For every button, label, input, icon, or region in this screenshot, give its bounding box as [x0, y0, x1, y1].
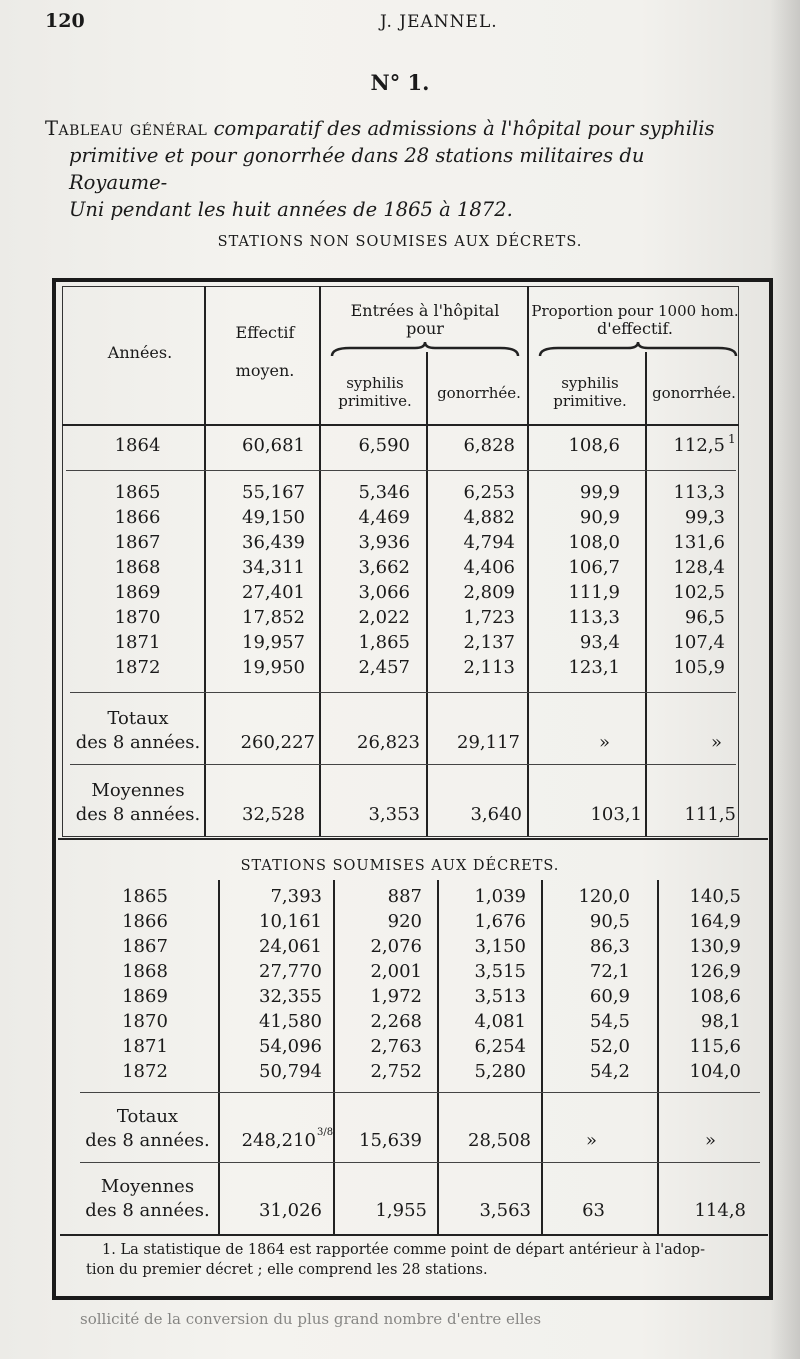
- prop-gonorrhee-cell: 115,6: [689, 1036, 741, 1057]
- gonorrhee-cell: 1,039: [474, 886, 526, 907]
- table-number: N° 1.: [370, 70, 430, 95]
- prop-syphilis-cell: 54,2: [589, 1061, 630, 1082]
- totaux-label-2: des 8 années.: [85, 1130, 210, 1151]
- effectif-cell: 34,311: [242, 557, 305, 578]
- section-heading-non-soumises: STATIONS NON SOUMISES AUX DÉCRETS.: [217, 234, 583, 250]
- syphilis-cell: 2,457: [358, 657, 410, 678]
- prop-syphilis-cell: 108,6: [568, 435, 620, 456]
- year-cell: 1867: [122, 936, 168, 957]
- page-number: 120: [45, 10, 85, 32]
- moyennes-prop-syphilis: 63: [582, 1200, 605, 1221]
- syphilis-cell: 6,590: [358, 435, 410, 456]
- totaux-gonorrhee: 29,117: [457, 732, 520, 753]
- totaux-effectif: 260,227: [240, 732, 315, 753]
- effectif-cell: 32,355: [259, 986, 322, 1007]
- hrule: [62, 424, 739, 426]
- effectif-cell: 60,681: [242, 435, 305, 456]
- gonorrhee-cell: 4,406: [463, 557, 515, 578]
- vline: [657, 880, 659, 1235]
- page-edge-shadow: [770, 0, 800, 1359]
- syphilis-cell: 2,268: [370, 1011, 422, 1032]
- year-cell: 1869: [122, 986, 168, 1007]
- gonorrhee-cell: 6,254: [474, 1036, 526, 1057]
- prop-gonorrhee-cell: 140,5: [689, 886, 741, 907]
- year-cell: 1870: [114, 607, 161, 628]
- prop-gonorrhee-cell: 108,6: [689, 986, 741, 1007]
- totaux-prop-syphilis: »: [585, 1130, 597, 1151]
- totaux-label: Totaux: [107, 708, 169, 729]
- brace-proportion: [538, 342, 738, 362]
- vline: [541, 880, 543, 1235]
- header-effectif-1: Effectif: [235, 323, 295, 342]
- prop-gonorrhee-cell: 126,9: [689, 961, 741, 982]
- year-cell: 1870: [122, 1011, 168, 1032]
- syphilis-cell: 4,469: [358, 507, 410, 528]
- title-line2: primitive et pour gonorrhée dans 28 stations militaires du Royaume-: [69, 144, 645, 194]
- year-cell: 1869: [114, 582, 161, 603]
- footnote-marker: 1: [728, 432, 736, 446]
- prop-gonorrhee-cell: 105,9: [673, 657, 725, 678]
- year-cell: 1867: [114, 532, 161, 553]
- running-header: [45, 10, 755, 40]
- header-syphilis-2: primitive.: [338, 392, 412, 410]
- prop-syphilis-cell: 54,5: [589, 1011, 630, 1032]
- syphilis-cell: 920: [387, 911, 422, 932]
- prop-gonorrhee-cell: 104,0: [689, 1061, 741, 1082]
- gonorrhee-cell: 1,676: [474, 911, 526, 932]
- gonorrhee-cell: 2,113: [463, 657, 515, 678]
- prop-syphilis-cell: 72,1: [589, 961, 630, 982]
- title-lead: Tableau général: [45, 117, 208, 140]
- prop-gonorrhee-cell: 96,5: [684, 607, 725, 628]
- vline: [527, 286, 529, 836]
- prop-gonorrhee-cell: 107,4: [673, 632, 725, 653]
- totaux-label-2: des 8 années.: [75, 732, 201, 753]
- year-cell: 1868: [122, 961, 168, 982]
- moyennes-label: Moyennes: [100, 1176, 195, 1197]
- totaux-prop-syphilis: »: [598, 732, 610, 753]
- header-effectif-2: moyen.: [235, 361, 295, 380]
- totaux-effectif-fraction: 3/8: [317, 1127, 334, 1138]
- year-cell: 1868: [114, 557, 161, 578]
- moyennes-effectif: 31,026: [259, 1200, 322, 1221]
- totaux-label: Totaux: [116, 1106, 179, 1127]
- prop-syphilis-cell: 111,9: [568, 582, 620, 603]
- effectif-cell: 7,393: [270, 886, 322, 907]
- author-name: J. JEANNEL.: [380, 12, 498, 32]
- totaux-syphilis: 15,639: [359, 1130, 422, 1151]
- header-syphilis-1: syphilis: [346, 374, 404, 392]
- prop-gonorrhee-cell: 164,9: [689, 911, 741, 932]
- moyennes-syphilis: 3,353: [368, 804, 420, 825]
- effectif-cell: 27,401: [242, 582, 305, 603]
- prop-syphilis-cell: 108,0: [568, 532, 620, 553]
- syphilis-cell: 5,346: [358, 482, 410, 503]
- year-cell: 1872: [114, 657, 161, 678]
- prop-syphilis-cell: 123,1: [568, 657, 620, 678]
- prop-gonorrhee-cell: 112,5: [673, 435, 725, 456]
- hrule: [66, 470, 736, 471]
- syphilis-cell: 887: [387, 886, 422, 907]
- vline: [437, 880, 439, 1235]
- effectif-cell: 24,061: [259, 936, 322, 957]
- gonorrhee-cell: 4,794: [463, 532, 515, 553]
- header-gonorrhee: gonorrhée.: [437, 384, 521, 402]
- prop-gonorrhee-cell: 98,1: [700, 1011, 741, 1032]
- gonorrhee-cell: 4,882: [463, 507, 515, 528]
- hrule: [80, 1162, 760, 1163]
- effectif-cell: 50,794: [259, 1061, 322, 1082]
- totaux-gonorrhee: 28,508: [468, 1130, 531, 1151]
- moyennes-syphilis: 1,955: [375, 1200, 427, 1221]
- prop-syphilis-cell: 90,5: [589, 911, 630, 932]
- moyennes-effectif: 32,528: [242, 804, 305, 825]
- moyennes-label-2: des 8 années.: [75, 804, 201, 825]
- prop-syphilis-cell: 93,4: [579, 632, 620, 653]
- prop-syphilis-cell: 86,3: [589, 936, 630, 957]
- effectif-cell: 17,852: [242, 607, 305, 628]
- year-cell: 1866: [122, 911, 168, 932]
- hrule: [58, 838, 768, 840]
- moyennes-prop-gonorrhee: 111,5: [684, 804, 736, 825]
- header-syphilis-prop-2: primitive.: [553, 392, 627, 410]
- header-entrees-1: Entrées à l'hôpital: [350, 301, 500, 320]
- prop-syphilis-cell: 99,9: [579, 482, 620, 503]
- title-line1: comparatif des admissions à l'hôpital pour syphilis: [213, 117, 715, 140]
- effectif-cell: 41,580: [259, 1011, 322, 1032]
- footnote-line2: tion du premier décret ; elle comprend les 28 stations.: [86, 1262, 488, 1278]
- prop-gonorrhee-cell: 99,3: [684, 507, 725, 528]
- prop-gonorrhee-cell: 102,5: [673, 582, 725, 603]
- effectif-cell: 10,161: [259, 911, 322, 932]
- year-cell: 1866: [114, 507, 161, 528]
- year-cell: 1871: [122, 1036, 168, 1057]
- header-annees: Années.: [107, 343, 173, 362]
- prop-gonorrhee-cell: 113,3: [673, 482, 725, 503]
- syphilis-cell: 2,752: [370, 1061, 422, 1082]
- syphilis-cell: 3,936: [358, 532, 410, 553]
- prop-syphilis-cell: 90,9: [579, 507, 620, 528]
- hrule: [80, 1092, 760, 1093]
- effectif-cell: 19,950: [242, 657, 305, 678]
- syphilis-cell: 1,865: [358, 632, 410, 653]
- prop-gonorrhee-cell: 130,9: [689, 936, 741, 957]
- syphilis-cell: 2,763: [370, 1036, 422, 1057]
- prop-gonorrhee-cell: 131,6: [673, 532, 725, 553]
- gonorrhee-cell: 3,515: [474, 961, 526, 982]
- gonorrhee-cell: 3,513: [474, 986, 526, 1007]
- header-gonorrhee-prop: gonorrhée.: [652, 384, 736, 402]
- gonorrhee-cell: 1,723: [463, 607, 515, 628]
- gonorrhee-cell: 6,253: [463, 482, 515, 503]
- moyennes-gonorrhee: 3,563: [479, 1200, 531, 1221]
- effectif-cell: 36,439: [242, 532, 305, 553]
- hrule: [60, 1234, 768, 1236]
- header-entrees-2: pour: [406, 319, 444, 338]
- year-cell: 1872: [122, 1061, 168, 1082]
- prop-syphilis-cell: 106,7: [568, 557, 620, 578]
- header-proportion-1: Proportion pour 1000 hom.: [531, 302, 739, 320]
- syphilis-cell: 2,001: [370, 961, 422, 982]
- hrule: [70, 764, 736, 765]
- table-title: [45, 115, 745, 223]
- vline: [319, 286, 321, 836]
- section-heading-soumises: STATIONS SOUMISES AUX DÉCRETS.: [240, 858, 560, 874]
- prop-gonorrhee-cell: 128,4: [673, 557, 725, 578]
- footnote-line1: 1. La statistique de 1864 est rapportée comme point de départ antérieur à l'adop-: [102, 1242, 705, 1258]
- effectif-cell: 54,096: [259, 1036, 322, 1057]
- gonorrhee-cell: 4,081: [474, 1011, 526, 1032]
- year-cell: 1864: [114, 435, 161, 456]
- prop-syphilis-cell: 120,0: [578, 886, 630, 907]
- footnote: [62, 1240, 742, 1280]
- moyennes-label: Moyennes: [91, 780, 185, 801]
- gonorrhee-cell: 3,150: [474, 936, 526, 957]
- prop-syphilis-cell: 52,0: [589, 1036, 630, 1057]
- effectif-cell: 55,167: [242, 482, 305, 503]
- prop-syphilis-cell: 60,9: [589, 986, 630, 1007]
- bleed-through-text: sollicité de la conversion du plus grand nombre d'entre elles: [80, 1310, 542, 1328]
- syphilis-cell: 1,972: [370, 986, 422, 1007]
- effectif-cell: 19,957: [242, 632, 305, 653]
- prop-syphilis-cell: 113,3: [568, 607, 620, 628]
- effectif-cell: 27,770: [259, 961, 322, 982]
- moyennes-prop-syphilis: 103,1: [590, 804, 642, 825]
- gonorrhee-cell: 5,280: [474, 1061, 526, 1082]
- totaux-syphilis: 26,823: [357, 732, 420, 753]
- year-cell: 1865: [114, 482, 161, 503]
- year-cell: 1871: [114, 632, 161, 653]
- title-line3: Uni pendant les huit années de 1865 à 1872.: [69, 198, 513, 221]
- totaux-effectif: 248,210: [241, 1130, 316, 1151]
- moyennes-gonorrhee: 3,640: [470, 804, 522, 825]
- header-syphilis-prop-1: syphilis: [561, 374, 619, 392]
- header-proportion-2: d'effectif.: [597, 319, 673, 338]
- effectif-cell: 49,150: [242, 507, 305, 528]
- totaux-prop-gonorrhee: »: [710, 732, 722, 753]
- brace-entrees: [330, 342, 520, 362]
- syphilis-cell: 2,022: [358, 607, 410, 628]
- gonorrhee-cell: 2,137: [463, 632, 515, 653]
- syphilis-cell: 3,066: [358, 582, 410, 603]
- moyennes-prop-gonorrhee: 114,8: [694, 1200, 746, 1221]
- syphilis-cell: 2,076: [370, 936, 422, 957]
- hrule: [70, 692, 736, 693]
- gonorrhee-cell: 2,809: [463, 582, 515, 603]
- vline: [333, 880, 335, 1235]
- year-cell: 1865: [122, 886, 168, 907]
- moyennes-label-2: des 8 années.: [85, 1200, 210, 1221]
- gonorrhee-cell: 6,828: [463, 435, 515, 456]
- syphilis-cell: 3,662: [358, 557, 410, 578]
- totaux-prop-gonorrhee: »: [704, 1130, 716, 1151]
